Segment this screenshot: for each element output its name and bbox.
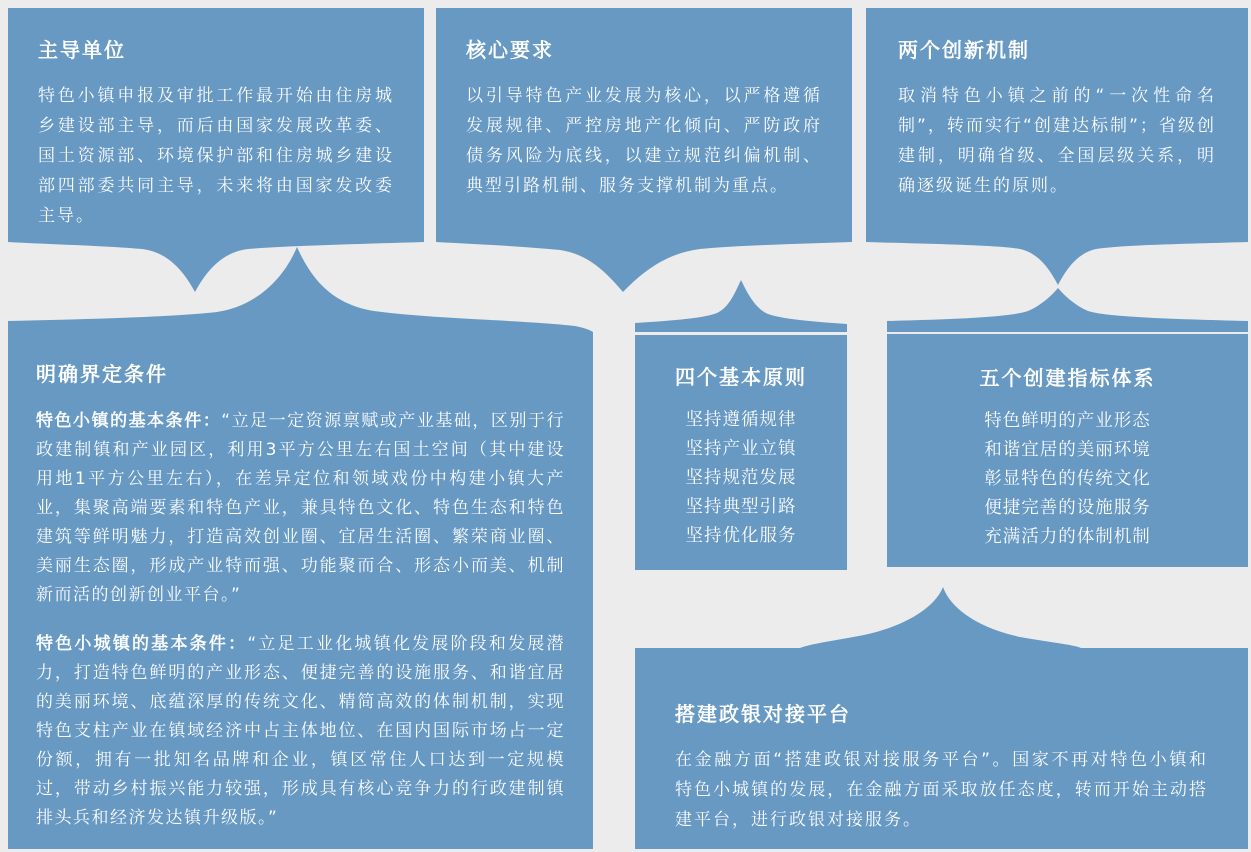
- flow-connector-top: [0, 240, 1251, 332]
- card-creation-indicators: [887, 334, 1248, 567]
- card-title: 四个基本原则: [675, 365, 807, 389]
- card-title: 两个创新机制: [898, 38, 1030, 62]
- list-item: 特色鲜明的产业形态: [984, 411, 1151, 431]
- list-item: 和谐宜居的美丽环境: [984, 440, 1151, 460]
- paragraph-smalltown-conditions: [36, 630, 565, 833]
- paragraph-text: “立足一定资源禀赋或产业基础，区别于行政建制镇和产业园区，利用3平方公里左右国土空间（其中建设用地1平方公里左右），在差异定位和领域戏份中构建小镇大产业，集聚高端要素和特色产业，兼具特色文化、特色生态和特色建筑等鲜明魅力，打造高效创业圈、宜居生活圈、繁荣商业圈、美丽生态圈，形成产业特而强、功能聚而合、形态小而美、机制新而活的创新创业平台。”: [36, 411, 565, 605]
- list-item: 充满活力的体制机制: [984, 527, 1151, 547]
- list-item: 坚持产业立镇: [685, 439, 797, 459]
- card-innovation-mechanisms: [866, 8, 1248, 240]
- card-core-requirements: [436, 8, 852, 240]
- card-body: 取消特色小镇之前的“一次性命名制”，转而实行“创建达标制”；省级创建制，明确省级、全国层级关系，明确逐级诞生的原则。: [898, 86, 1216, 196]
- paragraph-text: “立足工业化城镇化发展阶段和发展潜力，打造特色鲜明的产业形态、便捷完善的设施服务、和谐宜居的美丽环境、底蕴深厚的传统文化、精简高效的体制机制，实现特色支柱产业在镇域经济中占主体地位、在国内国际市场占一定份额，拥有一批知名品牌和企业，镇区常住人口达到一定规模过，带动乡村振兴能力较强，形成具有核心竞争力的行政建制镇排头兵和经济发达镇升级版。”: [36, 634, 566, 828]
- card-bank-platform: [635, 648, 1248, 849]
- list-item: 彰显特色的传统文化: [984, 469, 1151, 489]
- card-title: 搭建政银对接平台: [675, 702, 851, 726]
- card-title: 主导单位: [38, 38, 126, 62]
- list-item: 坚持优化服务: [685, 526, 797, 546]
- indicators-list: [897, 407, 1238, 552]
- paragraph-label: 特色小城镇的基本条件：: [36, 634, 248, 654]
- paragraph-label: 特色小镇的基本条件：: [36, 411, 222, 431]
- card-title: 明确界定条件: [36, 362, 168, 386]
- card-body: 在金融方面“搭建政银对接服务平台”。国家不再对特色小镇和特色小城镇的发展，在金融方面采取放任态度，转而开始主动搭建平台，进行政银对接服务。: [675, 750, 1208, 830]
- card-title: 核心要求: [466, 38, 554, 62]
- flow-connector-bottom: [0, 567, 1251, 648]
- card-body: 特色小镇申报及审批工作最开始由住房城乡建设部主导，而后由国家发展改革委、国土资源部、环境保护部和住房城乡建设部四部委共同主导，未来将由国家发改委主导。: [38, 86, 394, 226]
- list-item: 坚持遵循规律: [685, 410, 797, 430]
- principles-list: [645, 406, 837, 551]
- list-item: 便捷完善的设施服务: [984, 498, 1151, 518]
- flow-shape: [8, 240, 1248, 332]
- card-leading-units: [8, 8, 424, 240]
- card-title: 五个创建指标体系: [979, 366, 1156, 390]
- card-basic-principles: [635, 335, 847, 570]
- card-body: 以引导特色产业发展为核心，以严格遵循发展规律、严控房地产化倾向、严防政府债务风险为底线，以建立规范纠偏机制、典型引路机制、服务支撑机制为重点。: [466, 86, 822, 196]
- list-item: 坚持规范发展: [685, 468, 797, 488]
- list-item: 坚持典型引路: [685, 497, 797, 517]
- flow-shape: [800, 587, 1081, 648]
